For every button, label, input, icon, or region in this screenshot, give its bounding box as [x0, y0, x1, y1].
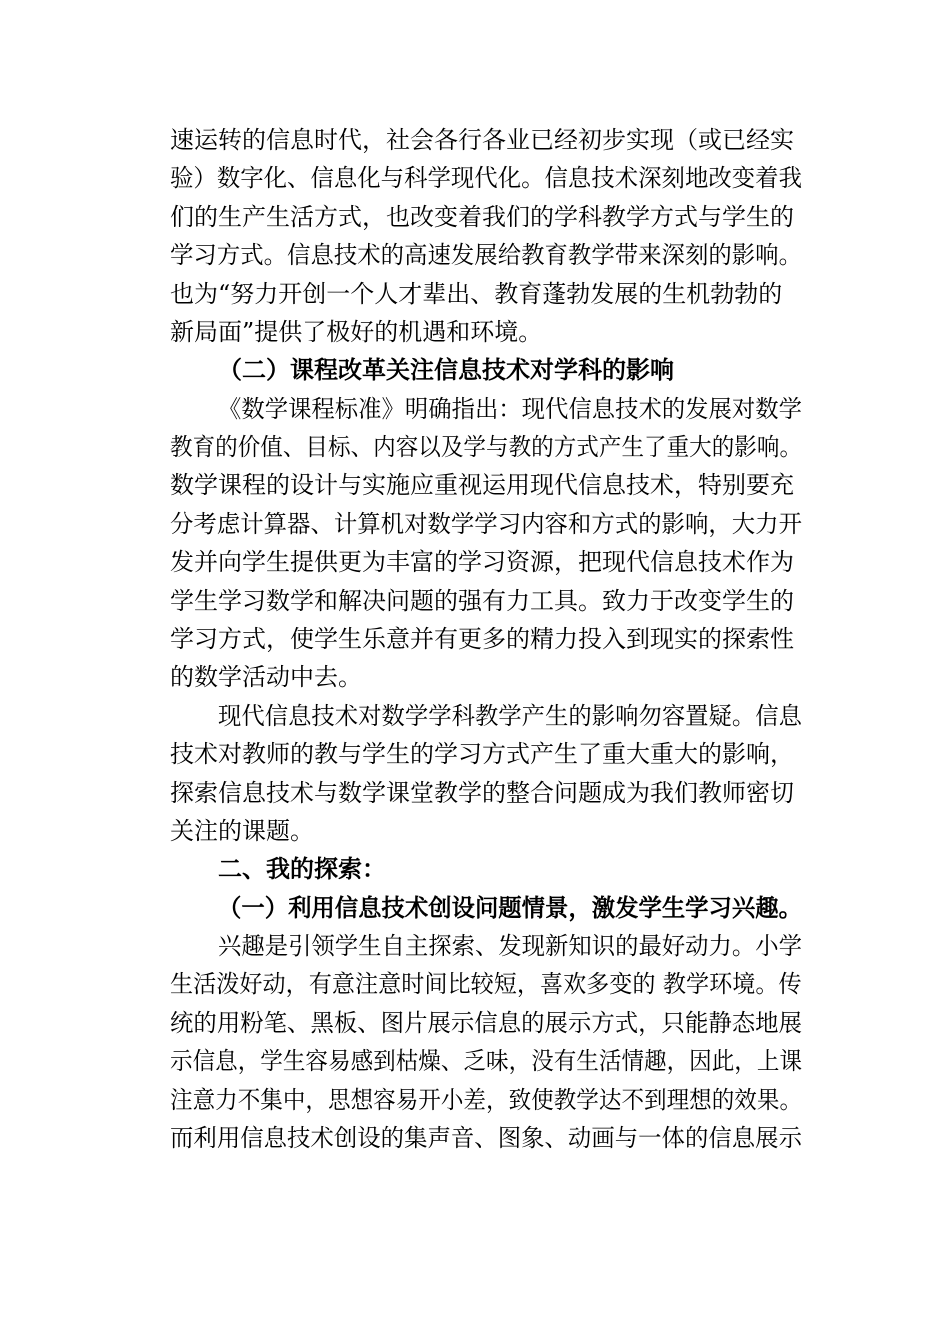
- paragraph-line: 而利用信息技术创设的集声音、图象、动画与一体的信息展示: [170, 1124, 802, 1152]
- paragraph-line: 学习方式。信息技术的高速发展给教育教学带来深刻的影响。: [170, 241, 802, 269]
- paragraph-line: 的数学活动中去。: [170, 663, 362, 691]
- paragraph-line: 统的用粉笔、黑板、图片展示信息的展示方式，只能静态地展: [170, 1009, 802, 1037]
- paragraph-line: 速运转的信息时代，社会各行各业已经初步实现（或已经实: [170, 126, 794, 154]
- paragraph-line: 技术对教师的教与学生的学习方式产生了重大重大的影响，: [170, 740, 794, 768]
- paragraph-line: 兴趣是引领学生自主探索、发现新知识的最好动力。小学: [218, 932, 802, 960]
- paragraph-line: 关注的课题。: [170, 817, 314, 845]
- paragraph-line: 分考虑计算器、计算机对数学学习内容和方式的影响，大力开: [170, 510, 802, 538]
- paragraph-line: 也为“努力开创一个人才辈出、教育蓬勃发展的生机勃勃的: [170, 280, 783, 308]
- paragraph-line: 《数学课程标准》明确指出：现代信息技术的发展对数学: [218, 395, 802, 423]
- paragraph-line: 注意力不集中，思想容易开小差，致使教学达不到理想的效果。: [170, 1086, 803, 1114]
- paragraph-line: 验）数字化、信息化与科学现代化。信息技术深刻地改变着我: [170, 164, 802, 192]
- paragraph-line: 数学课程的设计与实施应重视运用现代信息技术，特别要充: [170, 471, 794, 499]
- paragraph-line: 生活泼好动，有意注意时间比较短，喜欢多变的 教学环境。传: [170, 970, 802, 998]
- paragraph-line: 新局面”提供了极好的机遇和环境。: [170, 318, 543, 346]
- paragraph-line: 现代信息技术对数学学科教学产生的影响勿容置疑。信息: [218, 702, 802, 730]
- paragraph-line: 们的生产生活方式，也改变着我们的学科教学方式与学生的: [170, 203, 794, 231]
- section-heading: 二、我的探索：: [218, 854, 386, 883]
- section-heading: （一）利用信息技术创设问题情景，激发学生学习兴趣。: [218, 893, 802, 922]
- paragraph-line: 教育的价值、目标、内容以及学与教的方式产生了重大的影响。: [170, 433, 803, 461]
- section-heading: （二）课程改革关注信息技术对学科的影响: [218, 355, 674, 384]
- paragraph-line: 示信息，学生容易感到枯燥、乏味，没有生活情趣，因此，上课: [170, 1047, 803, 1075]
- paragraph-line: 探索信息技术与数学课堂教学的整合问题成为我们教师密切: [170, 779, 794, 807]
- paragraph-line: 发并向学生提供更为丰富的学习资源，把现代信息技术作为: [170, 548, 794, 576]
- paragraph-line: 学生学习数学和解决问题的强有力工具。致力于改变学生的: [170, 587, 794, 615]
- paragraph-line: 学习方式，使学生乐意并有更多的精力投入到现实的探索性: [170, 625, 794, 653]
